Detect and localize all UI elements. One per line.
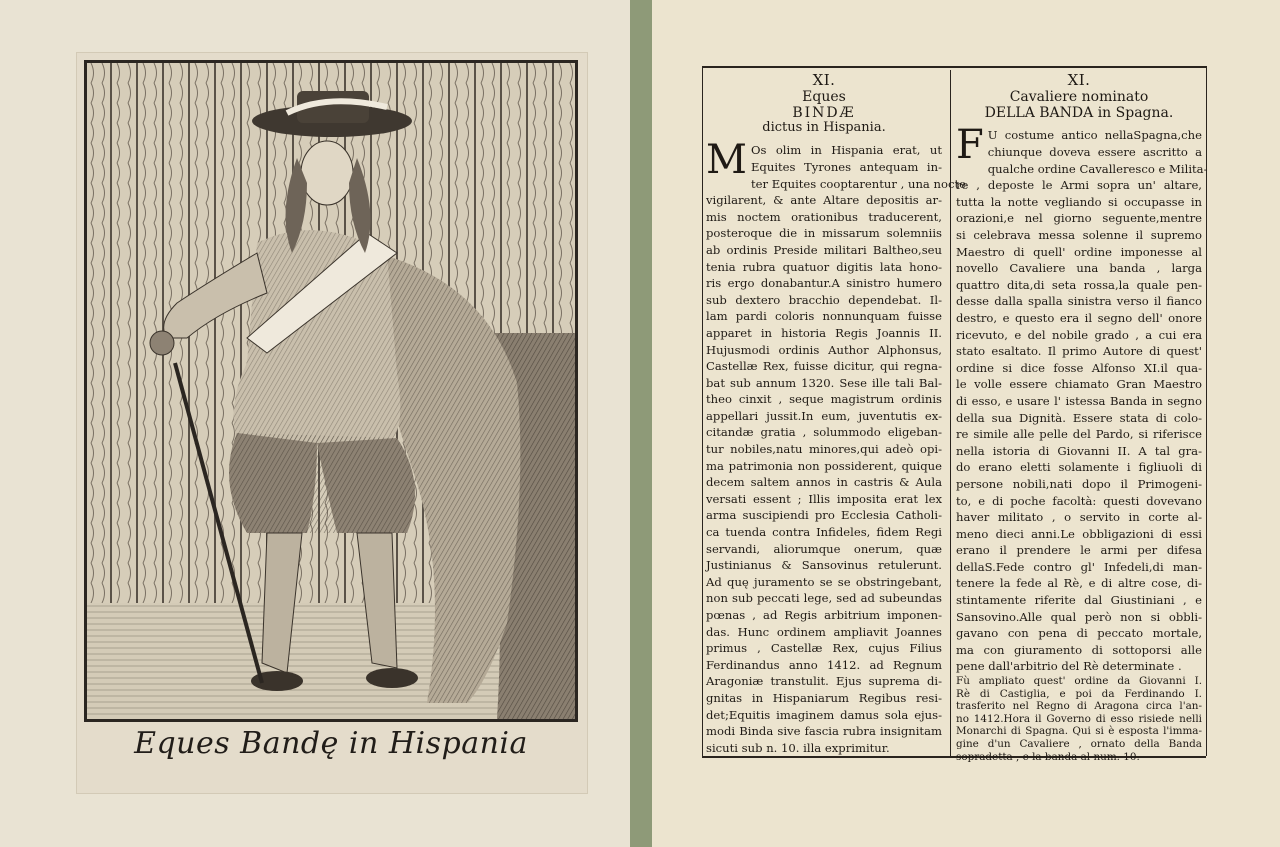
- italian-title-2: DELLA BANDA in Spagna.: [984, 105, 1174, 122]
- italian-text-line: si celebrava messa solenne il supremo: [956, 228, 1202, 242]
- latin-text-line: ma patrimonia non possiderent, quique: [706, 458, 942, 473]
- italian-text-line: chiunque doveva essere ascritto a: [987, 145, 1202, 160]
- italian-note: [956, 675, 1202, 763]
- latin-text-line: versati essent ; Illis imposita erat lex: [706, 491, 942, 506]
- italian-text-line: novello Cavaliere una banda , larga: [956, 261, 1202, 276]
- latin-title-1: Eques: [802, 89, 846, 106]
- latin-text-line: pœnas , ad Regis arbitrium imponen-: [706, 608, 942, 622]
- latin-text-line: Castellæ Rex, fuisse dicitur, qui regna-: [706, 359, 942, 374]
- italian-text-line: stato esaltato. Il primo Autore di quest': [956, 344, 1202, 359]
- latin-text-line: theo cinxit , seque magistrum ordinis: [706, 392, 942, 407]
- latin-column: [706, 71, 966, 756]
- italian-text-line: persone nobili,nati dopo il Primogeni-: [956, 476, 1202, 491]
- italian-text-line: do erano eletti solamente i figliuoli di: [956, 460, 1202, 475]
- latin-text-line: bat sub annum 1320. Sese ille tali Bal-: [706, 375, 942, 390]
- italian-text-line: erano il prendere le armi per difesa: [956, 543, 1202, 558]
- latin-heading: [706, 72, 942, 136]
- latin-number: XI.: [812, 71, 836, 89]
- italian-note-line: trasferito nel Regno di Aragona circa l'an-: [956, 700, 1202, 713]
- italian-note-line: gine d'un Cavaliere , ornato della Banda: [956, 738, 1202, 750]
- italian-text-line: Sansovino.Alle qual però non si obbli-: [956, 609, 1202, 624]
- italian-text-line: gavano con pena di peccato mortale,: [956, 626, 1202, 641]
- latin-text-line: citandæ gratia , solummodo eligeban-: [706, 425, 942, 440]
- latin-text-line: arma suscipiendi pro Ecclesia Catholi-: [706, 508, 942, 523]
- italian-dropcap: F: [956, 122, 984, 169]
- latin-text-line: Ferdinandus anno 1412. ad Regnum: [706, 657, 942, 672]
- latin-text-line: mis noctem orationibus traducerent,: [706, 209, 942, 224]
- italian-text-line: stintamente riferite dal Giustiniani , e: [956, 593, 1202, 608]
- italian-text-line: pene dall'arbitrio del Rè determinate .: [956, 659, 1182, 674]
- italian-heading: [956, 72, 1202, 121]
- italian-column: [956, 71, 1208, 763]
- latin-body: [706, 137, 966, 756]
- italian-text-line: to, e di poche facoltà: questi dovevano: [956, 493, 1202, 508]
- italian-text-line: haver militato , o servito in corte al-: [956, 510, 1202, 525]
- italian-text-line: della sua Dignità. Essere stata di colo-: [956, 410, 1202, 425]
- italian-text-line: meno dieci anni.Le obbligazioni di essi: [956, 526, 1202, 541]
- italian-text-line: tenere la fede al Rè, e di altre cose, di-: [956, 576, 1202, 591]
- italian-text-line: di esso, e usare l' istessa Banda in segno: [956, 393, 1202, 408]
- latin-dropcap: M: [706, 137, 747, 184]
- italian-title-1: Cavaliere nominato: [1009, 89, 1149, 106]
- latin-text-line: Os olim in Hispania erat, ut: [750, 143, 942, 158]
- latin-text-line: Equites Tyrones antequam in-: [750, 159, 942, 174]
- latin-text-line: ter Equites cooptarentur , una nocte: [750, 176, 966, 191]
- latin-text-line: servandi, aliorumque onerum, quæ: [706, 541, 942, 556]
- latin-text-line: primus , Castellæ Rex, cujus Filius: [706, 641, 942, 656]
- latin-title-3: dictus in Hispania.: [762, 120, 886, 136]
- top-rule: [702, 66, 1206, 68]
- plate-caption: Eques Bandę in Hispania: [134, 726, 528, 761]
- latin-text-line: ab ordinis Preside militari Baltheo,seu: [706, 242, 942, 257]
- italian-body: [956, 122, 1208, 675]
- italian-text-line: ma con giuramento di sottoporsi alle: [956, 642, 1202, 657]
- latin-text-line: modi Binda sive fascia rubra insignitam: [706, 724, 942, 739]
- italian-note-line: Monarchi di Spagna. Qui si è esposta l'imma-: [956, 725, 1202, 738]
- italian-text-line: orazioni,e nel giorno seguente,mentre: [956, 211, 1202, 226]
- latin-title-2: BINDÆ: [792, 105, 856, 122]
- italian-text-line: ricevuto, e del nobile grado , a cui era: [956, 327, 1202, 342]
- latin-text-line: sicuti sub n. 10. illa exprimitur.: [706, 740, 890, 755]
- latin-text-line: ris ergo donabantur.A sinistro humero: [706, 276, 942, 291]
- italian-number: XI.: [1067, 71, 1091, 89]
- latin-text-line: vigilarent, & ante Altare depositis ar-: [706, 193, 942, 208]
- italian-note-line: Rè di Castiglia, e poi da Ferdinando I.: [956, 687, 1202, 700]
- column-divider: [950, 70, 951, 756]
- italian-text-line: tutta la notte vegliando si occupasse in: [956, 194, 1202, 209]
- latin-text-line: lam pardi coloris nonnunquam fuisse: [706, 309, 942, 324]
- latin-text-line: sub dextero bracchio dependebat. Il-: [706, 292, 942, 307]
- italian-text-line: quattro dita,di seta rossa,la quale pen-: [956, 277, 1202, 292]
- left-rule: [702, 66, 703, 756]
- italian-text-line: nella istoria di Giovanni II. A tal gra-: [956, 443, 1202, 458]
- italian-text-line: Maestro di quell' ordine imponesse al: [956, 244, 1202, 259]
- italian-text-line: destro, e questo era il segno dell' onore: [956, 310, 1202, 325]
- engraving-frame: [84, 60, 578, 722]
- italian-text-line: re simile alle pelle del Pardo, si riferisce: [956, 427, 1202, 442]
- italian-note-line: Fù ampliato quest' ordine da Giovanni I.: [956, 675, 1202, 688]
- italian-note-line: no 1412.Hora il Governo di esso risiede nelli: [956, 712, 1202, 725]
- latin-text-line: Justinianus & Sansovinus retulerunt.: [706, 558, 942, 573]
- italian-text-line: ordine si dice fosse Alfonso XI.il qua-: [956, 360, 1202, 375]
- latin-text-line: tenia rubra quatuor digitis lata hono-: [706, 259, 942, 274]
- knight-engraving: [87, 63, 575, 719]
- latin-text-line: decem saltem annos in castris & Aula: [706, 475, 942, 490]
- latin-text-line: det;Equitis imaginem damus sola ejus-: [706, 707, 942, 722]
- latin-text-line: das. Hunc ordinem ampliavit Joannes: [706, 624, 942, 639]
- italian-text-line: qualche ordine Cavalleresco e Milita-: [987, 161, 1208, 176]
- latin-text-line: gnitas in Hispaniarum Regibus resi-: [706, 690, 942, 705]
- latin-text-line: non sub peccati lege, sed ad subeundas: [706, 591, 942, 606]
- italian-text-line: U costume antico nellaSpagna,che: [987, 128, 1202, 143]
- italian-text-line: le volle essere chiamato Gran Maestro: [956, 377, 1202, 392]
- latin-text-line: apparet in historia Regis Joannis II.: [706, 325, 942, 340]
- italian-text-line: desse dalla spalla sinistra verso il fianco: [956, 294, 1202, 309]
- italian-text-line: re , deposte le Armi sopra un' altare,: [956, 178, 1202, 193]
- book-gutter: [630, 0, 652, 847]
- latin-text-line: tur nobiles,natu minores,qui adeò opi-: [706, 442, 942, 457]
- latin-text-line: posteroque die in missarum solemniis: [706, 226, 942, 241]
- latin-text-line: appellari jussit.In eum, juventutis ex-: [706, 408, 942, 423]
- latin-text-line: Ad quę juramento se se obstringebant,: [706, 574, 942, 589]
- latin-text-line: Hujusmodi ordinis Author Alphonsus,: [706, 342, 942, 357]
- italian-text-line: dellaS.Fede contro gl' Infedeli,di man-: [956, 559, 1202, 574]
- latin-text-line: ca tuenda contra Infideles, fidem Regi: [706, 525, 942, 540]
- italian-note-line: sopradetta , e la banda al num. 10.: [956, 750, 1140, 763]
- latin-text-line: Aragoniæ transtulit. Ejus suprema di-: [706, 674, 942, 689]
